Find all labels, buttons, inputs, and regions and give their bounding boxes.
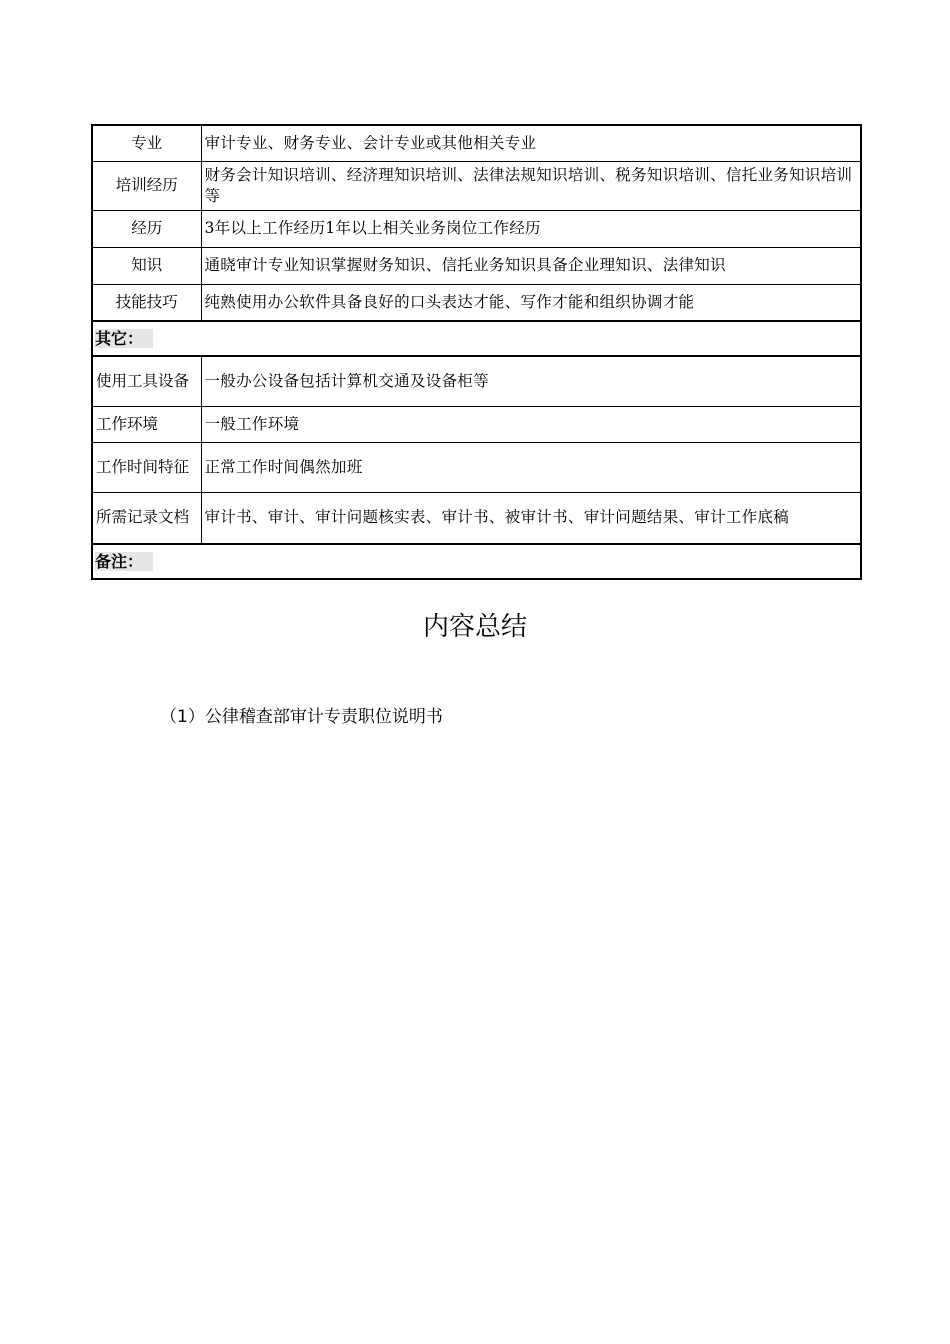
row-value-training: 财务会计知识培训、经济理知识培训、法律法规知识培训、税务知识培训、信托业务知识培训等 (201, 161, 861, 210)
table-row (92, 492, 861, 544)
section-title-other: 其它： (95, 329, 153, 348)
job-description-table (91, 124, 862, 580)
row-label-work-time: 工作时间特征 (92, 442, 201, 492)
table-row (92, 247, 861, 284)
summary-item: （1）公律稽查部审计专责职位说明书 (160, 707, 443, 727)
row-label-environment: 工作环境 (92, 406, 201, 442)
row-value-knowledge: 通晓审计专业知识掌握财务知识、信托业务知识具备企业理知识、法律知识 (201, 247, 861, 284)
row-label-knowledge: 知识 (92, 247, 201, 284)
section-row-other (92, 321, 861, 356)
table-row (92, 406, 861, 442)
row-label-major: 专业 (92, 125, 201, 161)
table-row (92, 442, 861, 492)
row-label-tools: 使用工具设备 (92, 356, 201, 406)
table-row (92, 125, 861, 161)
summary-heading: 内容总结 (422, 612, 527, 642)
section-row-remarks (92, 544, 861, 579)
table-row (92, 356, 861, 406)
row-label-documents: 所需记录文档 (92, 492, 201, 544)
row-value-major: 审计专业、财务专业、会计专业或其他相关专业 (201, 125, 861, 161)
row-value-environment: 一般工作环境 (201, 406, 861, 442)
row-value-tools: 一般办公设备包括计算机交通及设备柜等 (201, 356, 861, 406)
row-value-skills: 纯熟使用办公软件具备良好的口头表达才能、写作才能和组织协调才能 (201, 284, 861, 321)
row-label-skills: 技能技巧 (92, 284, 201, 321)
table-row (92, 284, 861, 321)
table-row (92, 210, 861, 247)
table-row (92, 161, 861, 210)
row-value-documents: 审计书、审计、审计问题核实表、审计书、被审计书、审计问题结果、审计工作底稿 (201, 492, 861, 544)
row-value-work-time: 正常工作时间偶然加班 (201, 442, 861, 492)
section-title-remarks: 备注： (95, 552, 153, 571)
row-label-training: 培训经历 (92, 161, 201, 210)
row-value-experience: 3年以上工作经历1年以上相关业务岗位工作经历 (201, 210, 861, 247)
row-label-experience: 经历 (92, 210, 201, 247)
